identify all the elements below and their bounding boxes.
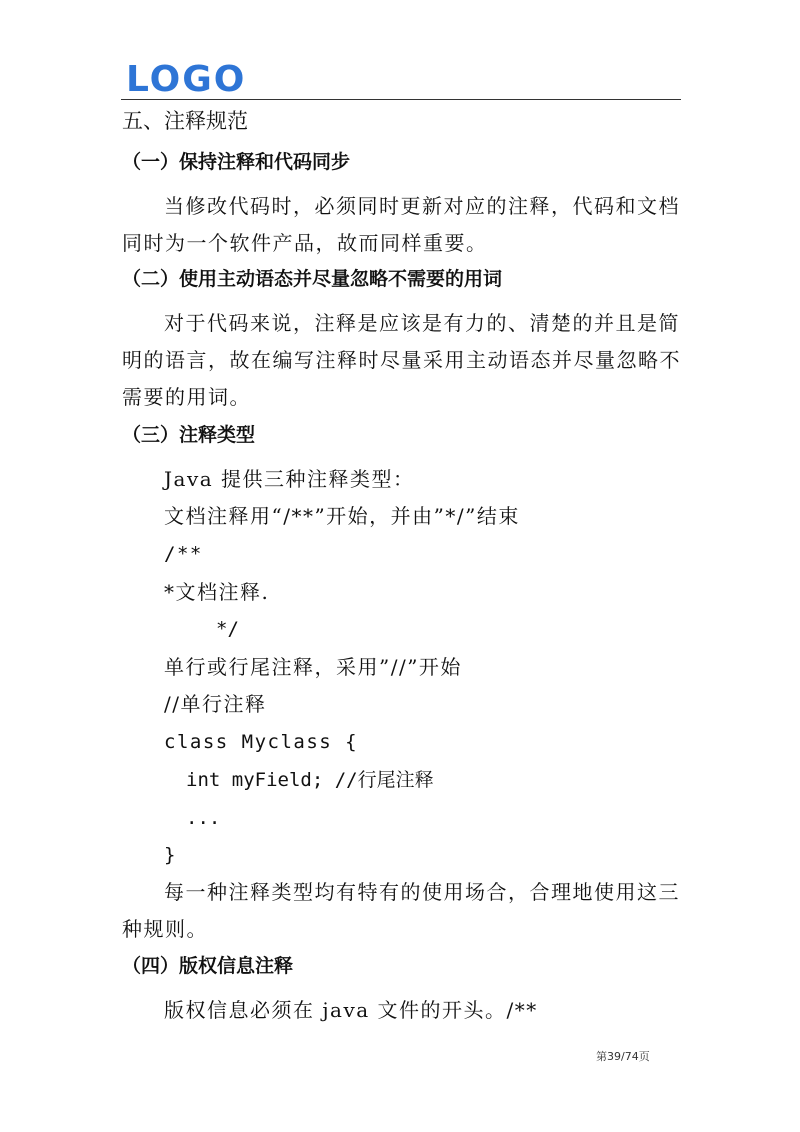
paragraph-line: 每一种注释类型均有特有的使用场合，合理地使用这三 bbox=[164, 880, 680, 904]
logo: LOGO bbox=[126, 59, 247, 100]
code-line: int myField; //行尾注释 bbox=[186, 769, 434, 791]
paragraph-line: Java 提供三种注释类型： bbox=[164, 467, 415, 491]
paragraph-line: 种规则。 bbox=[122, 917, 208, 941]
paragraph-line: 明的语言，故在编写注释时尽量采用主动语态并尽量忽略不 bbox=[122, 348, 681, 372]
paragraph-line: 单行或行尾注释，采用”//”开始 bbox=[164, 655, 462, 679]
subsection-heading-1: （一）保持注释和代码同步 bbox=[122, 151, 351, 173]
paragraph-line: 文档注释用“/**”开始，并由”*/”结束 bbox=[164, 504, 520, 528]
paragraph-line: 同时为一个软件产品，故而同样重要。 bbox=[122, 231, 488, 255]
code-line: *文档注释. bbox=[164, 580, 270, 604]
page-number: 第39/74页 bbox=[596, 1050, 650, 1063]
code-line: } bbox=[164, 844, 177, 866]
code-line: ... bbox=[186, 807, 221, 829]
subsection-heading-3: （三）注释类型 bbox=[122, 424, 256, 446]
header-divider bbox=[121, 99, 681, 100]
subsection-heading-2: （二）使用主动语态并尽量忽略不需要的用词 bbox=[122, 268, 503, 290]
paragraph-line: 需要的用词。 bbox=[122, 385, 251, 409]
code-line: //单行注释 bbox=[164, 692, 267, 716]
code-line: /** bbox=[164, 543, 203, 565]
subsection-heading-4: （四）版权信息注释 bbox=[122, 955, 294, 977]
section-title: 五、注释规范 bbox=[122, 109, 248, 133]
paragraph-line: 对于代码来说，注释是应该是有力的、清楚的并且是简 bbox=[164, 311, 680, 335]
paragraph-line: 版权信息必须在 java 文件的开头。/** bbox=[164, 998, 538, 1022]
paragraph-line: 当修改代码时，必须同时更新对应的注释，代码和文档 bbox=[164, 194, 680, 218]
code-line: class Myclass { bbox=[164, 731, 359, 753]
code-line: */ bbox=[216, 618, 239, 640]
